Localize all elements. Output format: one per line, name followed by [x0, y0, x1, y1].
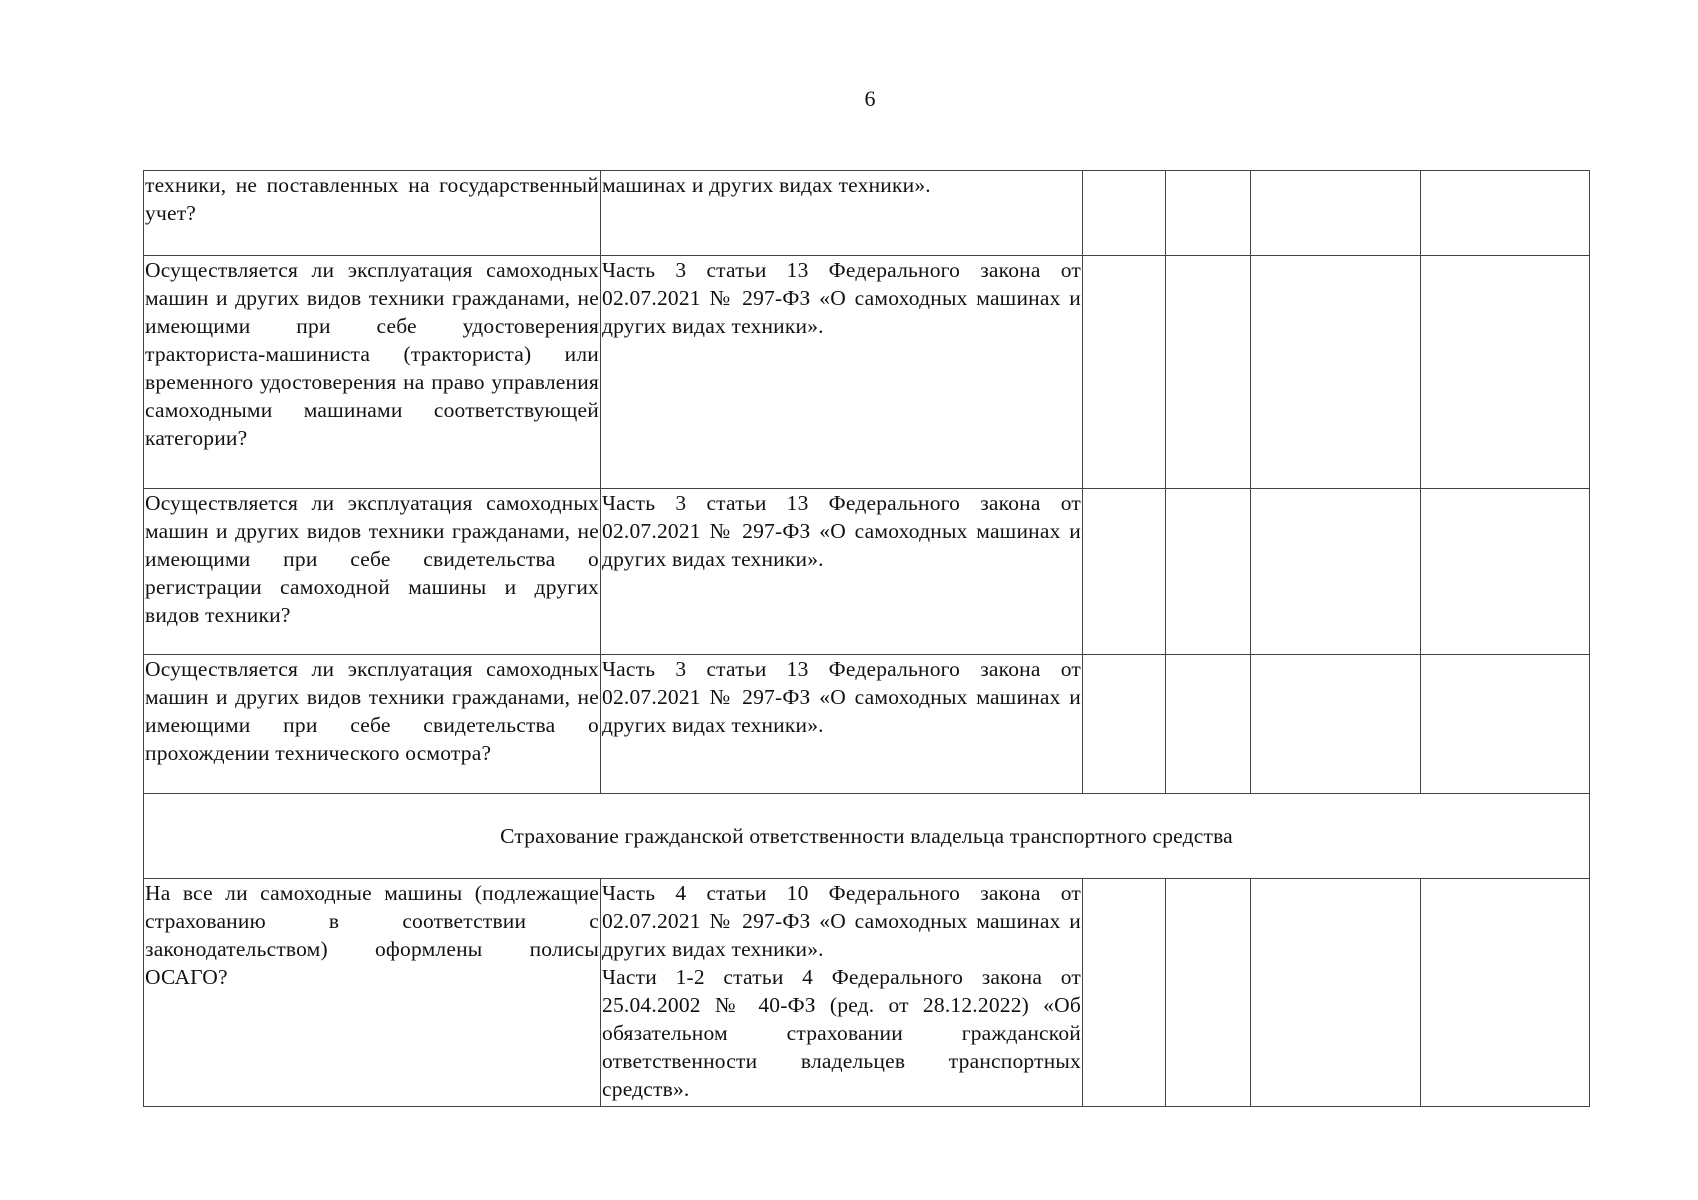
question-cell	[144, 655, 601, 794]
section-row	[144, 794, 1590, 879]
empty-cell	[1421, 489, 1590, 655]
empty-cell	[1251, 879, 1421, 1107]
question-cell	[144, 256, 601, 489]
empty-cell	[1083, 256, 1166, 489]
requirement-text: машинах и других видах техники».	[602, 173, 931, 197]
empty-cell	[1421, 256, 1590, 489]
table-row	[144, 171, 1590, 256]
page-number: 6	[864, 86, 876, 111]
table-row	[144, 256, 1590, 489]
table-row	[144, 879, 1590, 1107]
table-row	[144, 489, 1590, 655]
question-cell	[144, 171, 601, 256]
empty-cell	[1083, 879, 1166, 1107]
empty-cell	[1421, 171, 1590, 256]
empty-cell	[1251, 655, 1421, 794]
empty-cell	[1166, 655, 1251, 794]
empty-cell	[1166, 171, 1251, 256]
empty-cell	[1166, 879, 1251, 1107]
question-cell	[144, 489, 601, 655]
requirement-cell	[601, 489, 1083, 655]
empty-cell	[1421, 655, 1590, 794]
question-text: Осуществляется ли эксплуатация самоходных машин и других видов техники гражданами, не имеющими при себе свидетельства о регистрации самоходной машины и других видов техники?	[145, 491, 599, 627]
question-text: Осуществляется ли эксплуатация самоходных машин и других видов техники гражданами, не имеющими при себе свидетельства о прохождении технического осмотра?	[145, 657, 599, 765]
requirement-cell	[601, 655, 1083, 794]
table-row	[144, 655, 1590, 794]
question-text: техники, не поставленных на государственный учет?	[145, 173, 599, 225]
requirement-text: Часть 3 статьи 13 Федерального закона от 02.07.2021 № 297-ФЗ «О самоходных машинах и других видах техники».	[602, 657, 1081, 737]
empty-cell	[1251, 256, 1421, 489]
empty-cell	[1083, 171, 1166, 256]
empty-cell	[1251, 171, 1421, 256]
empty-cell	[1083, 655, 1166, 794]
empty-cell	[1421, 879, 1590, 1107]
requirement-cell	[601, 879, 1083, 1107]
requirement-text: Часть 4 статьи 10 Федерального закона от 02.07.2021 № 297-ФЗ «О самоходных машинах и других видах техники».	[602, 881, 1081, 961]
empty-cell	[1083, 489, 1166, 655]
requirement-text: Часть 3 статьи 13 Федерального закона от 02.07.2021 № 297-ФЗ «О самоходных машинах и других видах техники».	[602, 491, 1081, 571]
requirement-cell	[601, 256, 1083, 489]
empty-cell	[1166, 489, 1251, 655]
requirement-text: Части 1-2 статьи 4 Федерального закона от 25.04.2002 № 40-ФЗ (ред. от 28.12.2022) «Об обязательном страховании гражданской ответственности владельцев транспортных средств».	[602, 965, 1081, 1101]
question-text: Осуществляется ли эксплуатация самоходных машин и других видов техники гражданами, не имеющими при себе удостоверения тракториста-машиниста (тракториста) или временного удостоверения на право управления самоходными машинами соответствующей категории?	[145, 258, 599, 450]
requirement-cell	[601, 171, 1083, 256]
empty-cell	[1251, 489, 1421, 655]
checklist-table	[143, 170, 1590, 1107]
empty-cell	[1166, 256, 1251, 489]
question-cell	[144, 879, 601, 1107]
question-text: На все ли самоходные машины (подлежащие страхованию в соответствии с законодательством) оформлены полисы ОСАГО?	[145, 881, 599, 989]
section-heading: Страхование гражданской ответственности владельца транспортного средства	[144, 794, 1590, 879]
requirement-text: Часть 3 статьи 13 Федерального закона от 02.07.2021 № 297-ФЗ «О самоходных машинах и других видах техники».	[602, 258, 1081, 338]
